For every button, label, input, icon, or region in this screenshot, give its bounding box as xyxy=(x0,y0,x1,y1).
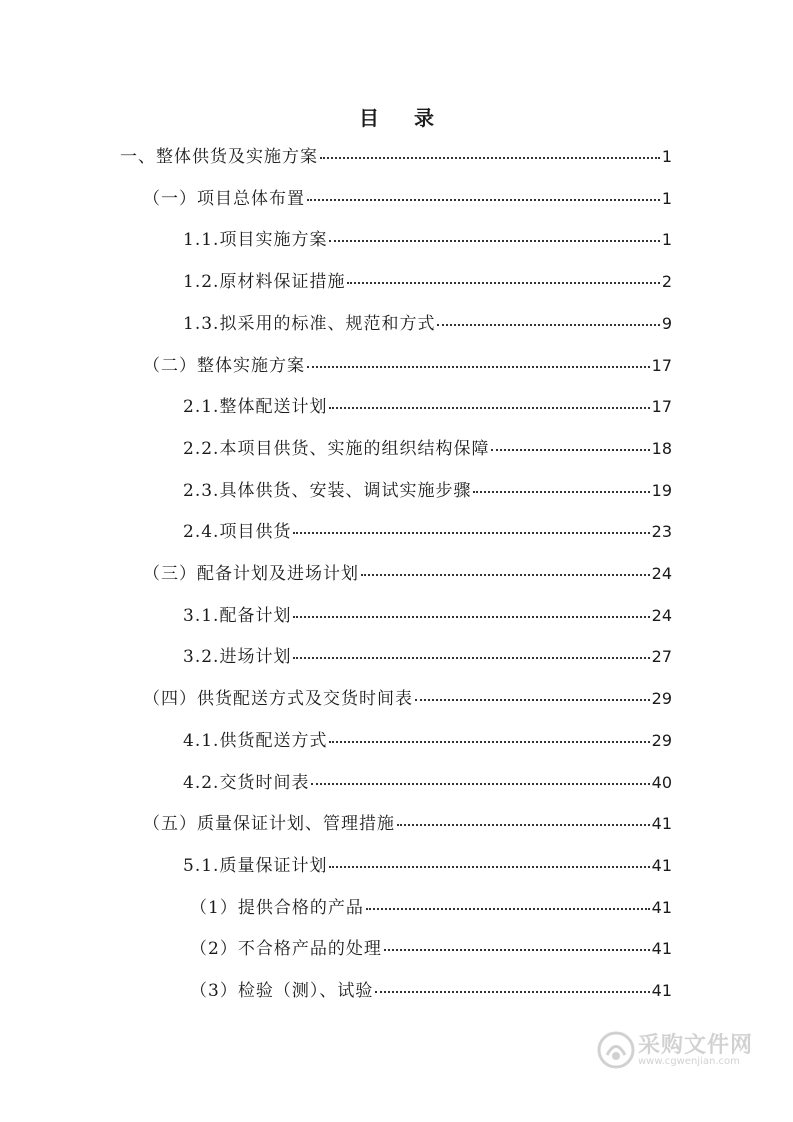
toc-entry[interactable] xyxy=(143,182,672,209)
toc-leader-dots xyxy=(491,429,649,451)
toc-entry[interactable] xyxy=(183,766,672,793)
toc-leader-dots xyxy=(415,679,650,701)
toc-entry-title: 3.1.配备计划 xyxy=(183,606,292,626)
toc-leader-dots xyxy=(307,179,660,201)
toc-page-number: 1 xyxy=(661,189,672,208)
watermark-url: www.cgwenjian.com xyxy=(638,1056,740,1067)
toc-leader-dots xyxy=(473,471,649,493)
toc-page-number: 19 xyxy=(651,481,672,500)
toc-entry-title: 5.1.质量保证计划 xyxy=(183,856,328,876)
toc-page-number: 24 xyxy=(651,564,672,583)
toc-page-number: 41 xyxy=(651,856,672,875)
toc-entry[interactable] xyxy=(190,891,672,918)
toc-page-number: 17 xyxy=(651,356,672,375)
toc-leader-dots xyxy=(329,220,659,242)
toc-leader-dots xyxy=(293,596,649,618)
toc-leader-dots xyxy=(293,512,649,534)
toc-page-number: 41 xyxy=(651,981,672,1000)
toc-entry[interactable] xyxy=(143,349,672,376)
toc-leader-dots xyxy=(320,137,660,159)
toc-page-number: 40 xyxy=(651,773,672,792)
toc-page-number: 41 xyxy=(651,939,672,958)
toc-leader-dots xyxy=(347,262,659,284)
toc-page-number: 1 xyxy=(661,147,672,166)
toc-leader-dots xyxy=(437,304,659,326)
toc-page-number: 1 xyxy=(661,230,672,249)
toc-entry[interactable] xyxy=(183,515,672,542)
toc-entry[interactable] xyxy=(183,849,672,876)
page-title: 目 录 xyxy=(359,106,448,130)
toc-entry[interactable] xyxy=(143,682,672,709)
toc-leader-dots xyxy=(311,763,649,785)
toc-entry-title: 2.1.整体配送计划 xyxy=(183,397,328,417)
toc-entry-title: 4.2.交货时间表 xyxy=(183,773,310,793)
toc-entry[interactable] xyxy=(190,974,672,1001)
toc-leader-dots xyxy=(375,971,649,993)
toc-entry-title: 2.3.具体供货、安装、调试实施步骤 xyxy=(183,481,472,501)
toc-entry-title: 4.1.供货配送方式 xyxy=(183,731,328,751)
toc-entry[interactable] xyxy=(143,807,672,834)
toc-leader-dots xyxy=(361,554,650,576)
toc-entry-title: （1）提供合格的产品 xyxy=(190,898,364,918)
toc-entry-title: 一、整体供货及实施方案 xyxy=(120,147,318,167)
toc-entry[interactable] xyxy=(183,474,672,501)
watermark xyxy=(596,1026,756,1074)
toc-leader-dots xyxy=(293,637,649,659)
site-logo-icon xyxy=(596,1030,636,1070)
toc-entry-title: 2.2.本项目供货、实施的组织结构保障 xyxy=(183,439,490,459)
toc-entry-title: （一）项目总体布置 xyxy=(143,189,305,209)
toc-entry[interactable] xyxy=(143,557,672,584)
toc-leader-dots xyxy=(329,387,649,409)
toc-entry[interactable] xyxy=(183,265,672,292)
watermark-name: 采购文件网 xyxy=(638,1033,754,1058)
toc-leader-dots xyxy=(307,346,650,368)
toc-entry-title: 1.1.项目实施方案 xyxy=(183,230,328,250)
toc-page-number: 29 xyxy=(651,689,672,708)
toc-entry-title: （二）整体实施方案 xyxy=(143,356,305,376)
toc-leader-dots xyxy=(329,846,649,868)
toc-entry-title: （三）配备计划及进场计划 xyxy=(143,564,359,584)
toc-entry-title: 2.4.项目供货 xyxy=(183,522,292,542)
toc-entry[interactable] xyxy=(190,932,672,959)
toc-page-number: 18 xyxy=(651,439,672,458)
toc-entry[interactable] xyxy=(183,724,672,751)
toc-entry-title: 1.3.拟采用的标准、规范和方式 xyxy=(183,314,436,334)
toc-page-number: 41 xyxy=(651,898,672,917)
toc-page-number: 23 xyxy=(651,522,672,541)
toc-page-number: 29 xyxy=(651,731,672,750)
toc-entry[interactable] xyxy=(120,140,672,167)
toc-entry-title: 1.2.原材料保证措施 xyxy=(183,272,346,292)
toc-entry-title: 3.2.进场计划 xyxy=(183,647,292,667)
toc-entry[interactable] xyxy=(183,599,672,626)
toc-leader-dots xyxy=(397,804,650,826)
toc-page-number: 41 xyxy=(651,814,672,833)
toc-page-number: 27 xyxy=(651,647,672,666)
toc-page-number: 24 xyxy=(651,606,672,625)
toc-page-number: 9 xyxy=(661,314,672,333)
toc-entry[interactable] xyxy=(183,390,672,417)
toc-page-number: 2 xyxy=(661,272,672,291)
toc-entry-title: （2）不合格产品的处理 xyxy=(190,939,382,959)
toc-leader-dots xyxy=(366,888,650,910)
toc-leader-dots xyxy=(329,721,649,743)
toc-page-number: 17 xyxy=(651,397,672,416)
toc-entry[interactable] xyxy=(183,307,672,334)
toc-entry-title: （3）检验（测）、试验 xyxy=(190,981,374,1001)
toc-entry[interactable] xyxy=(183,432,672,459)
toc-entry[interactable] xyxy=(183,640,672,667)
toc-entry-title: （五）质量保证计划、管理措施 xyxy=(143,814,395,834)
toc-entry[interactable] xyxy=(183,223,672,250)
toc-leader-dots xyxy=(384,929,650,951)
toc-entry-title: （四）供货配送方式及交货时间表 xyxy=(143,689,413,709)
